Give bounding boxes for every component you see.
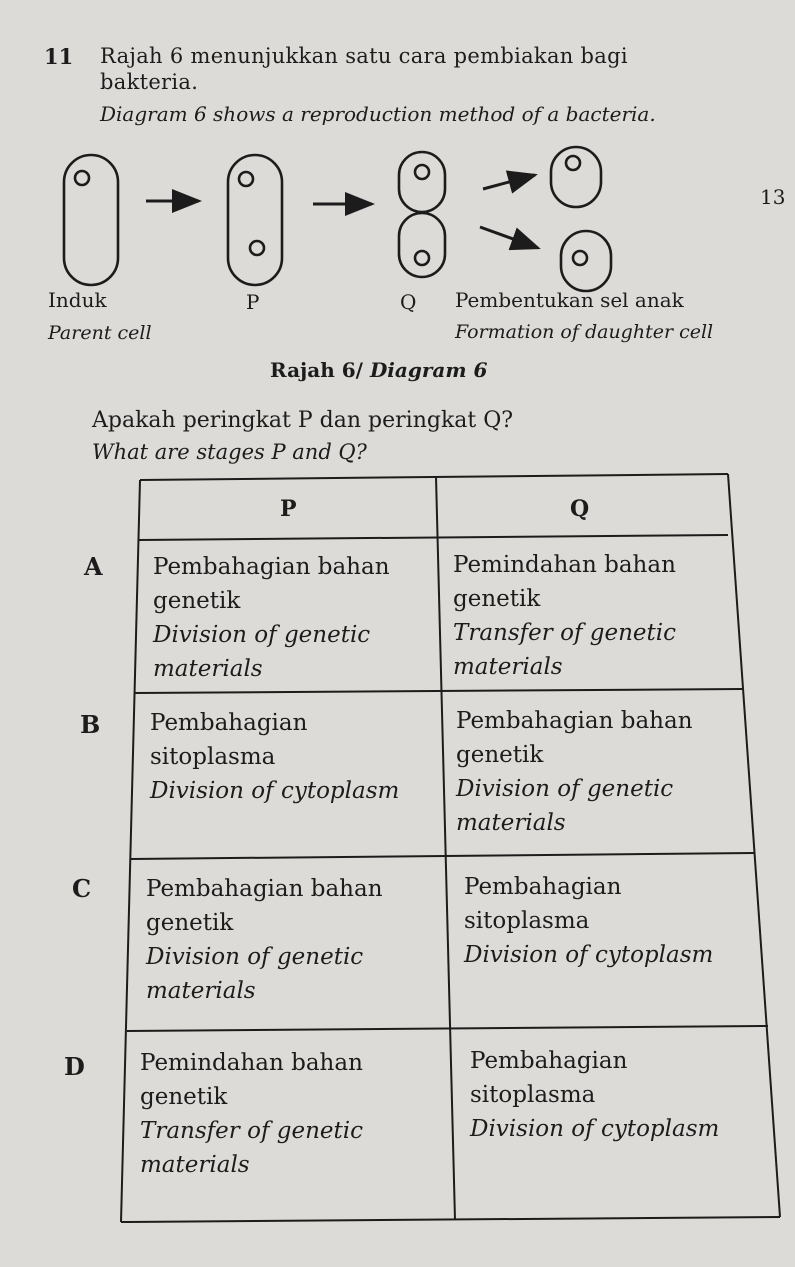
label-stage-p: P	[246, 290, 260, 314]
prompt-malay: Apakah peringkat P dan peringkat Q?	[92, 408, 514, 433]
stage-q-dna-bottom	[415, 251, 429, 265]
option-a-p-malay-line2: genetik	[153, 588, 241, 614]
stage-p-dna-bottom	[250, 241, 264, 255]
option-c-p-malay-line2: genetik	[146, 910, 234, 936]
margin-question-number: 13	[760, 185, 786, 209]
question-number: 11	[44, 44, 74, 69]
daughter-cell-bottom-dna	[573, 251, 587, 265]
table-header-p: P	[280, 496, 297, 522]
option-a-p-cell	[153, 550, 390, 686]
option-d-q-english-line1: Division of cytoplasm	[470, 1116, 720, 1142]
stage-p-dna-top	[239, 172, 253, 186]
question-text-english: Diagram 6 shows a reproduction method of a bacteria.	[100, 102, 656, 126]
label-parent-malay: Induk	[48, 288, 107, 312]
option-c-p-english-line1: Division of genetic	[146, 944, 364, 970]
option-a-letter: A	[84, 552, 103, 581]
option-a-p-english-line1: Division of genetic	[153, 622, 371, 648]
prompt-english: What are stages P and Q?	[92, 440, 367, 464]
stage-q-cell-bottom	[399, 213, 445, 277]
option-b-p-english-line1: Division of cytoplasm	[150, 778, 400, 804]
option-a-q-cell	[453, 548, 676, 684]
option-d-p-malay-line1: Pemindahan bahan	[140, 1050, 363, 1076]
option-c-p-cell	[146, 872, 383, 1008]
option-d-q-cell	[470, 1044, 719, 1146]
option-d-p-cell	[140, 1046, 363, 1182]
parent-cell-dna	[75, 171, 89, 185]
option-c-p-malay-line1: Pembahagian bahan	[146, 876, 383, 902]
option-c-letter: C	[72, 874, 92, 903]
question-text-malay-line1: Rajah 6 menunjukkan satu cara pembiakan bagi	[100, 44, 628, 68]
option-b-letter: B	[80, 710, 101, 739]
label-parent-english: Parent cell	[48, 322, 152, 344]
option-d-p-english-line1: Transfer of genetic	[140, 1118, 364, 1144]
option-c-q-malay-line1: Pembahagian	[464, 874, 622, 900]
option-d-letter: D	[64, 1052, 85, 1081]
option-a-q-english-line2: materials	[453, 654, 563, 680]
stage-q-dna-top	[415, 165, 429, 179]
option-a-p-malay-line1: Pembahagian bahan	[153, 554, 390, 580]
option-a-q-malay-line1: Pemindahan bahan	[453, 552, 676, 578]
option-c-p-english-line2: materials	[146, 978, 256, 1004]
label-daughter-english: Formation of daughter cell	[455, 321, 714, 343]
option-a-q-english-line1: Transfer of genetic	[453, 620, 677, 646]
option-b-p-malay-line1: Pembahagian	[150, 710, 308, 736]
label-stage-q: Q	[400, 290, 417, 314]
stage-q-cell-top	[399, 152, 445, 212]
option-b-q-malay-line1: Pembahagian bahan	[456, 708, 693, 734]
stage-p-cell	[228, 155, 282, 285]
option-c-q-cell	[464, 870, 713, 972]
diagram-caption-malay: Rajah 6/	[270, 358, 363, 382]
diagram-caption	[270, 358, 487, 382]
option-b-q-english-line1: Division of genetic	[456, 776, 674, 802]
option-d-q-malay-line1: Pembahagian	[470, 1048, 628, 1074]
question-text-malay-line2: bakteria.	[100, 70, 199, 94]
option-b-q-cell	[456, 704, 693, 840]
label-daughter-malay: Pembentukan sel anak	[455, 288, 684, 312]
option-c-q-english-line1: Division of cytoplasm	[464, 942, 714, 968]
table-header-q: Q	[570, 496, 590, 522]
daughter-cell-top-dna	[566, 156, 580, 170]
option-a-p-english-line2: materials	[153, 656, 263, 682]
option-d-p-english-line2: materials	[140, 1152, 250, 1178]
option-b-q-english-line2: materials	[456, 810, 566, 836]
option-b-q-malay-line2: genetik	[456, 742, 544, 768]
parent-cell	[64, 155, 118, 285]
option-d-q-malay-line2: sitoplasma	[470, 1082, 596, 1108]
option-b-p-cell	[150, 706, 399, 808]
arrow-q-to-daughter-top	[483, 175, 535, 189]
option-b-p-malay-line2: sitoplasma	[150, 744, 276, 770]
option-d-p-malay-line2: genetik	[140, 1084, 228, 1110]
option-c-q-malay-line2: sitoplasma	[464, 908, 590, 934]
option-a-q-malay-line2: genetik	[453, 586, 541, 612]
arrow-q-to-daughter-bottom	[480, 227, 538, 248]
diagram-caption-english: Diagram 6	[369, 358, 488, 382]
